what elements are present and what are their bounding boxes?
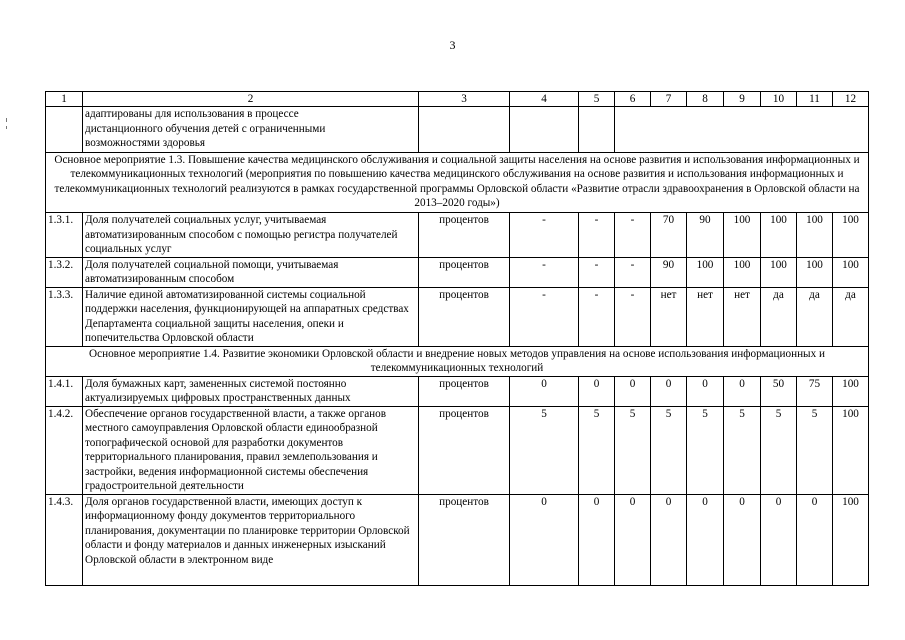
value-cell-4: -	[510, 287, 579, 346]
column-header-10: 10	[761, 92, 797, 107]
column-header-5: 5	[579, 92, 615, 107]
row-number: 1.4.1.	[46, 376, 83, 406]
value-cell-9: 100	[724, 213, 761, 258]
value-cell-7: 0	[651, 376, 687, 406]
value-cell-8: 90	[687, 213, 724, 258]
table-row	[46, 257, 869, 287]
value-cell-9: нет	[724, 287, 761, 346]
unit-cell: процентов	[419, 376, 510, 406]
value-cell-10: 5	[761, 406, 797, 494]
value-cell-11: 100	[797, 213, 833, 258]
continuation-text: адаптированы для использования в процессе дистанционного обучения детей с ограниченными возможностями здоровья	[83, 107, 419, 153]
value-cell-7: нет	[651, 287, 687, 346]
value-cell-6: -	[615, 257, 651, 287]
indicator-name: Обеспечение органов государственной власти, а также органов местного самоуправления Орловской области единообразной топографической основой для разработки документов территориального планирования, правил землепользования и застройки, ведения информационной системы обеспечения градостроительной деятельности	[83, 406, 419, 494]
section-title: Основное мероприятие 1.3. Повышение качества медицинского обслуживания и социальной защиты населения на основе развития и использования информационных и телекоммуникационных технологий (мероприятия по повышению качества медицинского обслуживания на основе развития и использования информационных и телекоммуникационных технологий реализуются в рамках государственной программы Орловской области «Развитие отрасли здравоохранения в Орловской области на 2013–2020 годы»)	[46, 153, 869, 213]
column-header-8: 8	[687, 92, 724, 107]
value-cell-8: 0	[687, 494, 724, 585]
value-cell-12: 100	[833, 406, 869, 494]
value-cell-10: 100	[761, 257, 797, 287]
continuation-row	[46, 107, 869, 153]
section-title: Основное мероприятие 1.4. Развитие экономики Орловской области и внедрение новых методов управления на основе использования информационных и телекоммуникационных технологий	[46, 346, 869, 376]
indicator-name: Доля бумажных карт, замененных системой постоянно актуализируемых цифровых пространственных данных	[83, 376, 419, 406]
value-cell-11: 75	[797, 376, 833, 406]
value-cell-12: да	[833, 287, 869, 346]
section-header-row	[46, 346, 869, 376]
value-cell-12: 100	[833, 213, 869, 258]
margin-mark	[6, 118, 7, 122]
value-cell-5: 0	[579, 376, 615, 406]
value-cell-4: -	[510, 213, 579, 258]
value-cell-4: 5	[510, 406, 579, 494]
column-header-9: 9	[724, 92, 761, 107]
unit-cell: процентов	[419, 406, 510, 494]
value-cell-8: 0	[687, 376, 724, 406]
value-cell-9: 5	[724, 406, 761, 494]
unit-cell: процентов	[419, 257, 510, 287]
continuation-cell-5	[579, 107, 615, 153]
table-row	[46, 287, 869, 346]
value-cell-6: 5	[615, 406, 651, 494]
continuation-num-cell	[46, 107, 83, 153]
value-cell-10: 50	[761, 376, 797, 406]
value-cell-7: 5	[651, 406, 687, 494]
section-header-row	[46, 153, 869, 213]
table-row	[46, 213, 869, 258]
indicators-table	[45, 91, 869, 586]
column-header-3: 3	[419, 92, 510, 107]
continuation-cell-rest	[615, 107, 869, 153]
value-cell-5: 0	[579, 494, 615, 585]
value-cell-10: 0	[761, 494, 797, 585]
table-body	[46, 92, 869, 586]
value-cell-10: да	[761, 287, 797, 346]
value-cell-4: -	[510, 257, 579, 287]
value-cell-9: 0	[724, 494, 761, 585]
row-number: 1.4.2.	[46, 406, 83, 494]
table-row	[46, 406, 869, 494]
value-cell-6: -	[615, 213, 651, 258]
indicator-name: Доля органов государственной власти, имеющих доступ к информационному фонду документов территориального планирования, документации по планировке территории Орловской области и фонду материалов и данных инженерных изысканий Орловской области в электронном виде	[83, 494, 419, 585]
column-header-12: 12	[833, 92, 869, 107]
indicator-name: Доля получателей социальной помощи, учитываемая автоматизированным способом	[83, 257, 419, 287]
column-header-7: 7	[651, 92, 687, 107]
row-number: 1.3.2.	[46, 257, 83, 287]
value-cell-4: 0	[510, 494, 579, 585]
row-number: 1.4.3.	[46, 494, 83, 585]
continuation-unit-cell	[419, 107, 510, 153]
indicator-name: Доля получателей социальных услуг, учитываемая автоматизированным способом с помощью регистра получателей социальных услуг	[83, 213, 419, 258]
value-cell-11: да	[797, 287, 833, 346]
value-cell-7: 90	[651, 257, 687, 287]
value-cell-9: 100	[724, 257, 761, 287]
unit-cell: процентов	[419, 213, 510, 258]
value-cell-8: 100	[687, 257, 724, 287]
value-cell-9: 0	[724, 376, 761, 406]
unit-cell: процентов	[419, 287, 510, 346]
indicator-name: Наличие единой автоматизированной системы социальной поддержки населения, функционирующей на аппаратных средствах Департамента социальной защиты населения, опеки и попечительства Орловской области	[83, 287, 419, 346]
column-number-row	[46, 92, 869, 107]
value-cell-12: 100	[833, 376, 869, 406]
unit-cell: процентов	[419, 494, 510, 585]
value-cell-5: -	[579, 287, 615, 346]
value-cell-5: 5	[579, 406, 615, 494]
value-cell-8: нет	[687, 287, 724, 346]
row-number: 1.3.3.	[46, 287, 83, 346]
value-cell-11: 100	[797, 257, 833, 287]
value-cell-12: 100	[833, 257, 869, 287]
value-cell-12: 100	[833, 494, 869, 585]
value-cell-5: -	[579, 213, 615, 258]
value-cell-11: 0	[797, 494, 833, 585]
column-header-2: 2	[83, 92, 419, 107]
row-number: 1.3.1.	[46, 213, 83, 258]
column-header-11: 11	[797, 92, 833, 107]
value-cell-6: 0	[615, 494, 651, 585]
column-header-1: 1	[46, 92, 83, 107]
value-cell-6: -	[615, 287, 651, 346]
value-cell-6: 0	[615, 376, 651, 406]
value-cell-4: 0	[510, 376, 579, 406]
column-header-6: 6	[615, 92, 651, 107]
column-header-4: 4	[510, 92, 579, 107]
margin-mark	[6, 126, 7, 129]
value-cell-5: -	[579, 257, 615, 287]
value-cell-8: 5	[687, 406, 724, 494]
page-number: 3	[449, 38, 456, 52]
table-row	[46, 494, 869, 585]
value-cell-7: 70	[651, 213, 687, 258]
value-cell-11: 5	[797, 406, 833, 494]
value-cell-10: 100	[761, 213, 797, 258]
table-row	[46, 376, 869, 406]
value-cell-7: 0	[651, 494, 687, 585]
continuation-cell-4	[510, 107, 579, 153]
